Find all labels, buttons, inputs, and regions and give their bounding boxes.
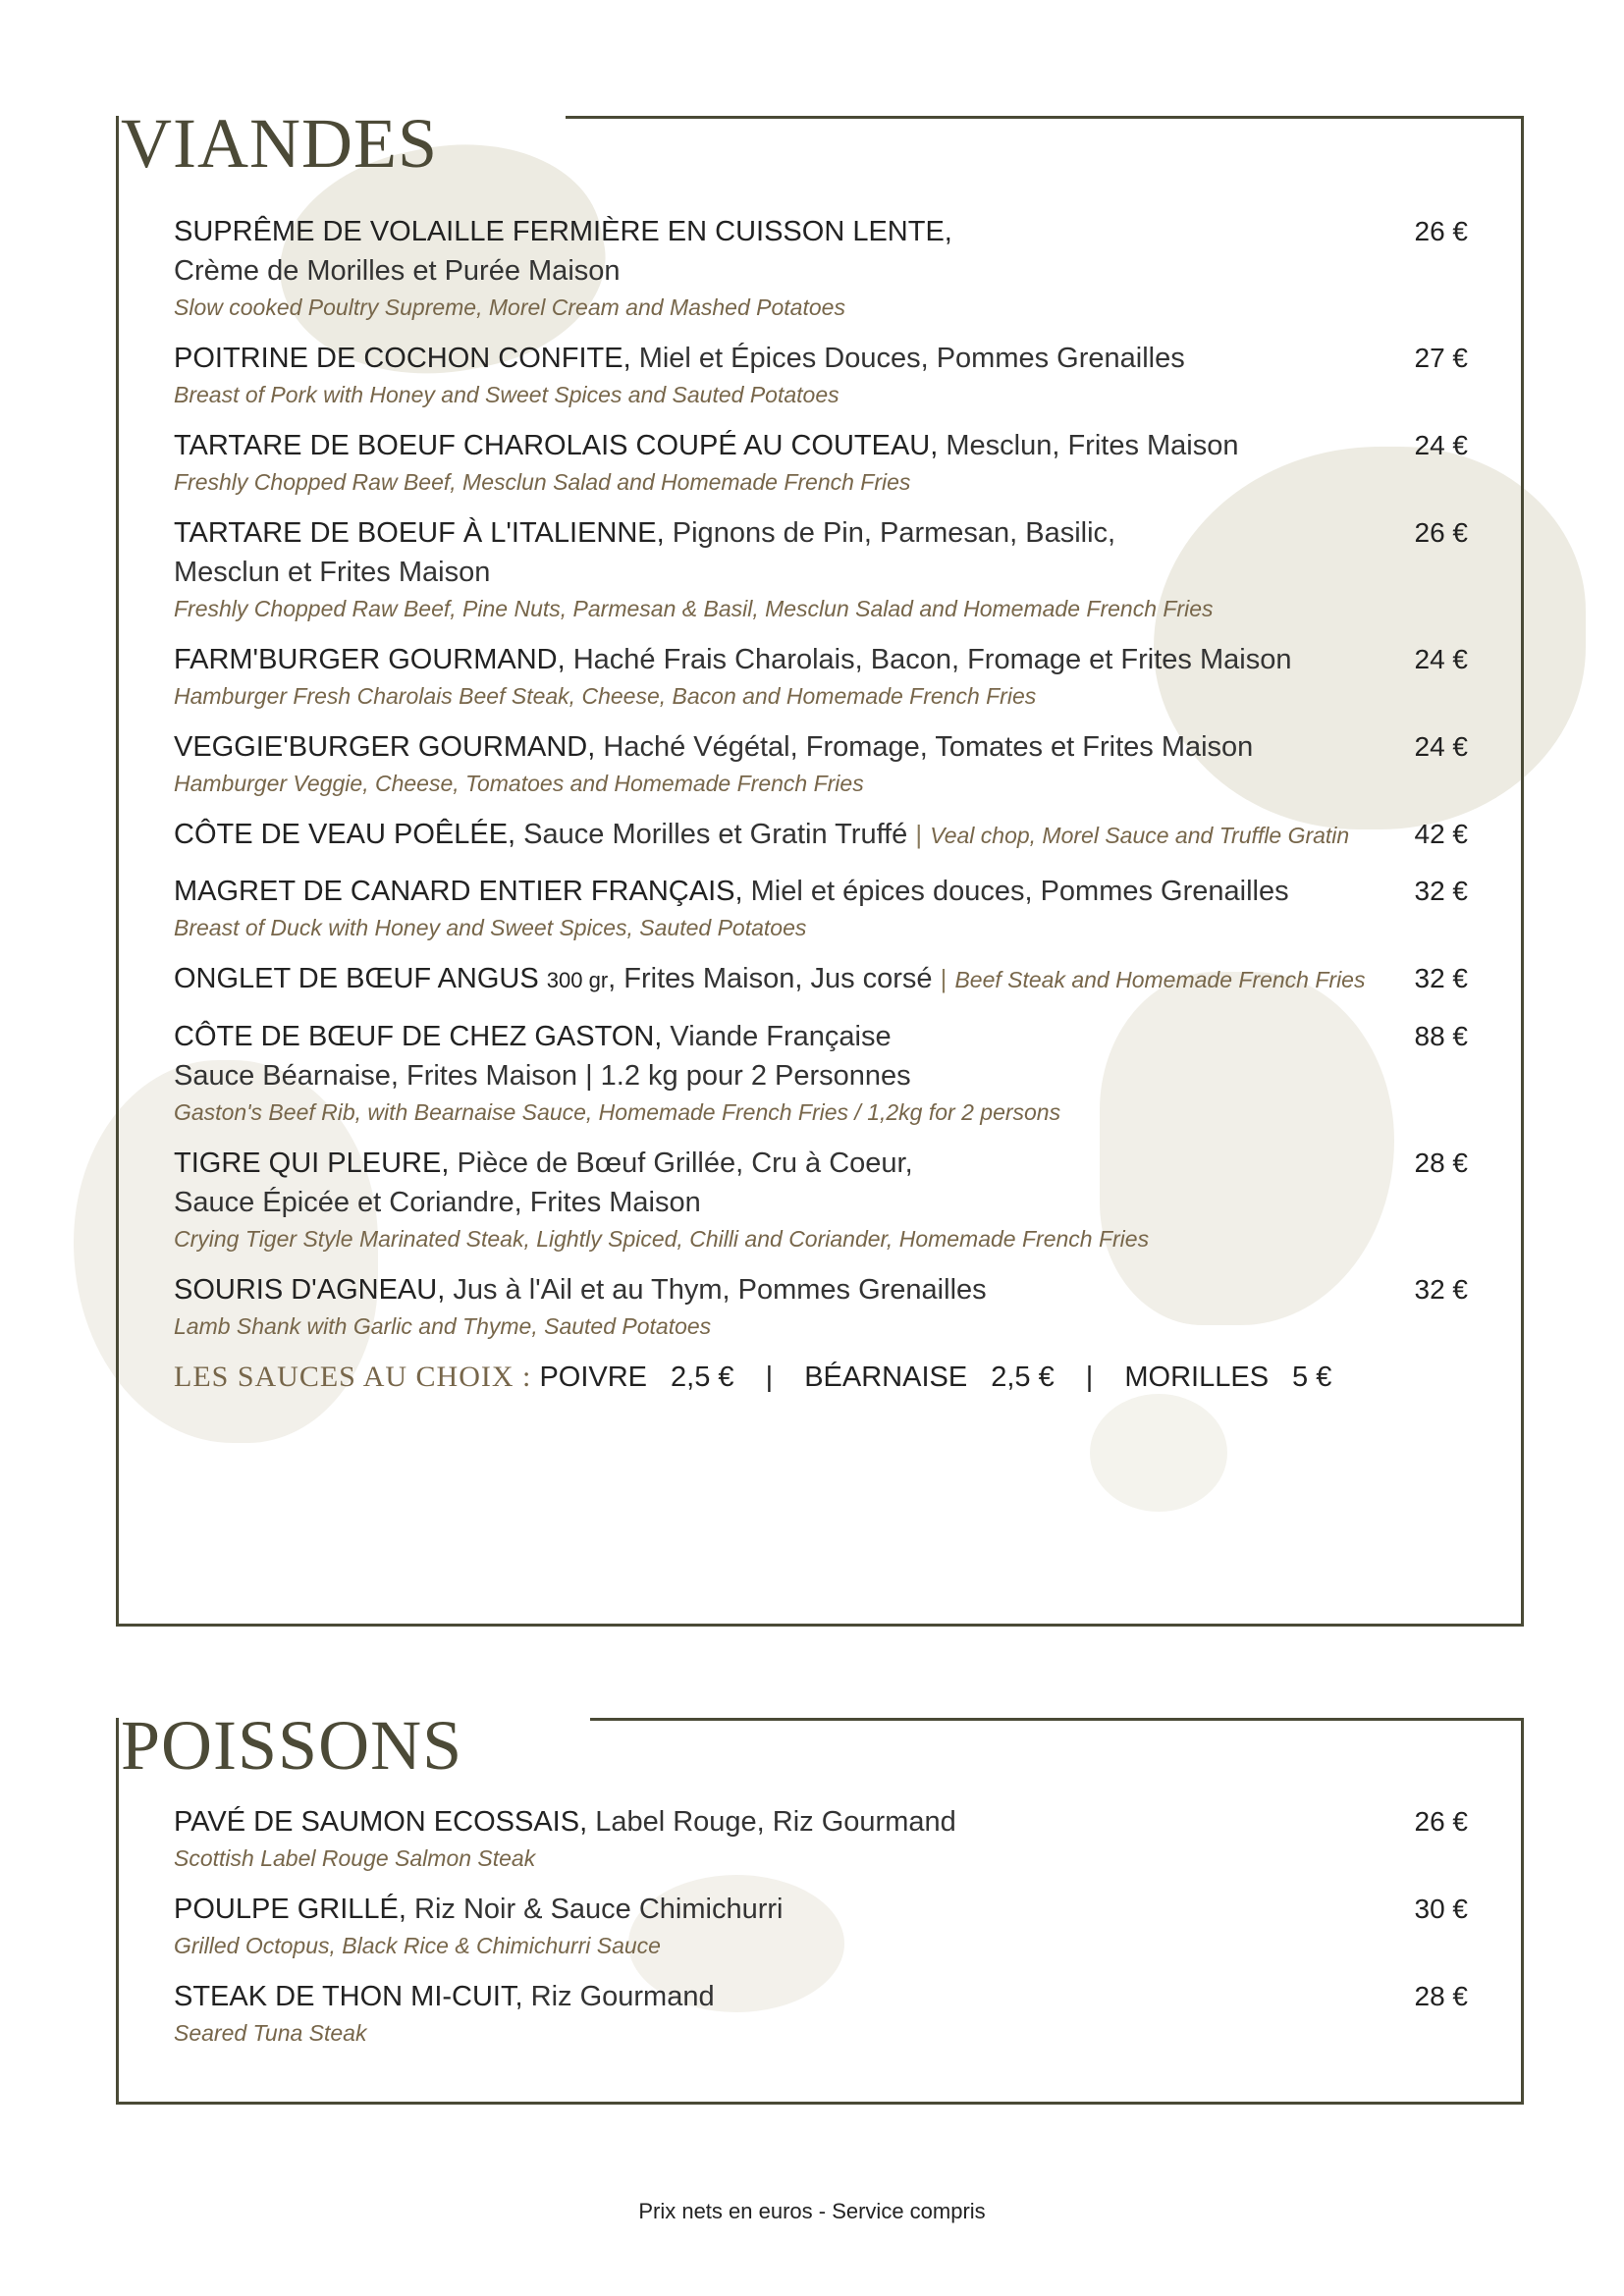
dish-name: VEGGIE'BURGER GOURMAND, xyxy=(174,731,596,763)
sauces-line xyxy=(174,1358,1489,1397)
dish-name: MAGRET DE CANARD ENTIER FRANÇAIS, xyxy=(174,876,743,907)
sauces-label: LES SAUCES AU CHOIX : xyxy=(174,1361,532,1393)
menu-item xyxy=(174,339,1489,409)
dish-description-line2: Sauce Épicée et Coriandre, Frites Maison xyxy=(174,1187,701,1218)
inline-separator: | xyxy=(940,964,947,993)
dish-name: PAVÉ DE SAUMON ECOSSAIS, xyxy=(174,1806,588,1838)
dish-english-inline: Beef Steak and Homemade French Fries xyxy=(954,967,1366,992)
sauce-price: 2,5 € xyxy=(991,1362,1055,1393)
dish-description: Riz Noir & Sauce Chimichurri xyxy=(406,1894,784,1925)
dish-english: Slow cooked Poultry Supreme, Morel Cream and Mashed Potatoes xyxy=(174,294,845,320)
dish-description: Jus à l'Ail et au Thym, Pommes Grenailles xyxy=(445,1274,987,1306)
dish-description: Pignons de Pin, Parmesan, Basilic, xyxy=(664,517,1116,549)
menu-item xyxy=(174,1802,1489,1873)
dish-price: 30 € xyxy=(1414,1894,1468,1924)
dish-price: 26 € xyxy=(1414,216,1468,246)
dish-english: Scottish Label Rouge Salmon Steak xyxy=(174,1845,536,1871)
dish-price: 28 € xyxy=(1414,1148,1468,1178)
dish-name: TARTARE DE BOEUF À L'ITALIENNE, xyxy=(174,517,665,549)
dish-price: 27 € xyxy=(1414,343,1468,373)
dish-price: 24 € xyxy=(1414,731,1468,762)
menu-item-list xyxy=(174,212,1489,1397)
dish-price: 26 € xyxy=(1414,1806,1468,1837)
frame-top-line xyxy=(566,116,1524,119)
dish-price: 28 € xyxy=(1414,1981,1468,2011)
frame-top-line xyxy=(590,1718,1524,1721)
dish-name: SOURIS D'AGNEAU, xyxy=(174,1274,446,1306)
menu-item xyxy=(174,727,1489,798)
dish-description: Mesclun, Frites Maison xyxy=(938,430,1239,461)
dish-name: TIGRE QUI PLEURE, xyxy=(174,1148,450,1179)
dish-english: Crying Tiger Style Marinated Steak, Lightly Spiced, Chilli and Coriander, Homemade French Fries xyxy=(174,1226,1150,1252)
menu-item xyxy=(174,212,1489,322)
dish-description: Pièce de Bœuf Grillée, Cru à Coeur, xyxy=(449,1148,913,1179)
dish-weight: 300 gr xyxy=(546,968,609,992)
dish-name: CÔTE DE BŒUF DE CHEZ GASTON, xyxy=(174,1021,663,1052)
dish-price: 32 € xyxy=(1414,1274,1468,1305)
dish-description: Haché Frais Charolais, Bacon, Fromage et Frites Maison xyxy=(565,644,1292,675)
menu-item xyxy=(174,1017,1489,1127)
menu-item xyxy=(174,426,1489,497)
dish-name: TARTARE DE BOEUF CHAROLAIS COUPÉ AU COUTEAU, xyxy=(174,430,939,461)
dish-english: Hamburger Veggie, Cheese, Tomatoes and Homemade French Fries xyxy=(174,771,864,796)
dish-description-line2: Sauce Béarnaise, Frites Maison | 1.2 kg pour 2 Personnes xyxy=(174,1060,911,1092)
sauce-price: 5 € xyxy=(1292,1362,1332,1393)
section-title: VIANDES xyxy=(121,104,438,183)
menu-item xyxy=(174,1144,1489,1254)
dish-name: CÔTE DE VEAU POÊLÉE, xyxy=(174,819,516,850)
menu-item xyxy=(174,513,1489,623)
dish-name: FARM'BURGER GOURMAND, xyxy=(174,644,566,675)
dish-english: Freshly Chopped Raw Beef, Mesclun Salad and Homemade French Fries xyxy=(174,469,911,495)
dish-english: Gaston's Beef Rib, with Bearnaise Sauce, Homemade French Fries / 1,2kg for 2 persons xyxy=(174,1099,1061,1125)
viandes-section xyxy=(116,104,1524,1627)
dish-name: POITRINE DE COCHON CONFITE, xyxy=(174,343,631,374)
dish-description: Viande Française xyxy=(662,1021,892,1052)
dish-name: POULPE GRILLÉ, xyxy=(174,1894,406,1925)
menu-item xyxy=(174,1270,1489,1341)
sauce-separator: | xyxy=(765,1362,774,1393)
dish-english-inline: Veal chop, Morel Sauce and Truffle Gratin xyxy=(930,823,1350,848)
dish-description: Miel et Épices Douces, Pommes Grenailles xyxy=(630,343,1185,374)
menu-item xyxy=(174,640,1489,711)
dish-english: Seared Tuna Steak xyxy=(174,2020,367,2046)
dish-price: 42 € xyxy=(1414,819,1468,849)
inline-separator: | xyxy=(915,820,923,849)
dish-name: STEAK DE THON MI-CUIT, xyxy=(174,1981,523,2012)
sauce-separator: | xyxy=(1085,1362,1094,1393)
sauce-name: BÉARNAISE xyxy=(804,1362,968,1393)
menu-item xyxy=(174,815,1489,855)
section-title: POISSONS xyxy=(121,1706,463,1785)
dish-price: 88 € xyxy=(1414,1021,1468,1051)
dish-english: Breast of Pork with Honey and Sweet Spices and Sauted Potatoes xyxy=(174,382,839,407)
dish-english: Grilled Octopus, Black Rice & Chimichurri Sauce xyxy=(174,1933,661,1958)
menu-item xyxy=(174,872,1489,942)
footer-note: Prix nets en euros - Service compris xyxy=(638,2199,986,2223)
dish-description: , Frites Maison, Jus corsé xyxy=(608,963,933,994)
dish-price: 32 € xyxy=(1414,963,1468,993)
dish-description: Label Rouge, Riz Gourmand xyxy=(587,1806,956,1838)
dish-price: 26 € xyxy=(1414,517,1468,548)
dish-description-line2: Crème de Morilles et Purée Maison xyxy=(174,255,621,287)
dish-name: SUPRÊME DE VOLAILLE FERMIÈRE EN CUISSON LENTE, xyxy=(174,216,952,247)
dish-description: Haché Végétal, Fromage, Tomates et Frites Maison xyxy=(595,731,1254,763)
menu-item xyxy=(174,959,1489,1000)
dish-price: 32 € xyxy=(1414,876,1468,906)
dish-description: Riz Gourmand xyxy=(522,1981,715,2012)
dish-english: Lamb Shank with Garlic and Thyme, Sauted Potatoes xyxy=(174,1313,712,1339)
dish-english: Breast of Duck with Honey and Sweet Spices, Sauted Potatoes xyxy=(174,915,807,940)
dish-description: Sauce Morilles et Gratin Truffé xyxy=(515,819,908,850)
menu-item-list xyxy=(174,1802,1489,2064)
menu-item xyxy=(174,1890,1489,1960)
dish-name: ONGLET DE BŒUF ANGUS xyxy=(174,963,539,994)
sauce-price: 2,5 € xyxy=(671,1362,734,1393)
dish-description: Miel et épices douces, Pommes Grenailles xyxy=(742,876,1289,907)
dish-english: Hamburger Fresh Charolais Beef Steak, Cheese, Bacon and Homemade French Fries xyxy=(174,683,1037,709)
menu-item xyxy=(174,1977,1489,2048)
dish-english: Freshly Chopped Raw Beef, Pine Nuts, Parmesan & Basil, Mesclun Salad and Homemade French Fries xyxy=(174,596,1214,621)
dish-price: 24 € xyxy=(1414,430,1468,460)
sauce-name: MORILLES xyxy=(1124,1362,1270,1393)
dish-price: 24 € xyxy=(1414,644,1468,674)
sauce-name: POIVRE xyxy=(539,1362,648,1393)
poissons-section xyxy=(116,1706,1524,2105)
dish-description-line2: Mesclun et Frites Maison xyxy=(174,557,491,588)
